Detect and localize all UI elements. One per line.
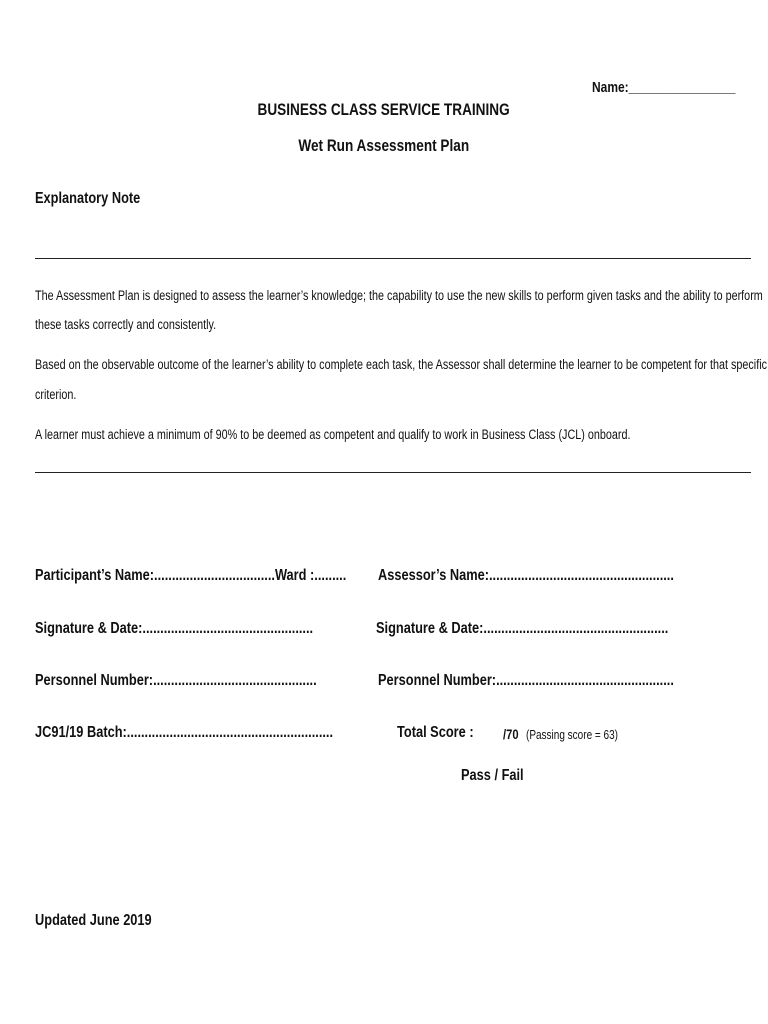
bottom-divider bbox=[35, 472, 751, 473]
name-field bbox=[592, 79, 768, 96]
pass-fail-label: Pass / Fail bbox=[461, 767, 524, 784]
batch-field: JC91/19 Batch:.......................................................... bbox=[35, 724, 334, 741]
explanatory-note-heading: Explanatory Note bbox=[35, 190, 141, 207]
top-divider bbox=[35, 258, 751, 259]
participant-personnel-number-field: Personnel Number:.............................................. bbox=[35, 672, 317, 689]
explanatory-line-5: A learner must achieve a minimum of 90% to be deemed as competent and qualify to work in Business Class (JCL) onboard. bbox=[35, 427, 631, 442]
explanatory-line-1: The Assessment Plan is designed to assess the learner’s knowledge; the capability to use the new skills to perform given tasks and the ability to perform bbox=[35, 288, 763, 303]
assessor-signature-field: Signature & Date:.................................................... bbox=[376, 620, 669, 637]
explanatory-line-4: criterion. bbox=[35, 387, 77, 402]
participant-name-field: Participant’s Name:..................................Ward :......... bbox=[35, 567, 347, 584]
assessor-personnel-number-field: Personnel Number:.................................................. bbox=[378, 672, 674, 689]
total-score-value: /70 bbox=[503, 726, 519, 742]
explanatory-line-3: Based on the observable outcome of the learner’s ability to complete each task, the Assessor shall determine the learner to be competent for that specific bbox=[35, 357, 768, 372]
participant-signature-field: Signature & Date:................................................ bbox=[35, 620, 314, 637]
passing-score-note: (Passing score = 63) bbox=[526, 728, 618, 742]
assessor-name-field: Assessor’s Name:.................................................... bbox=[378, 567, 674, 584]
name-field-label: Name:________________ bbox=[592, 79, 736, 96]
explanatory-line-2: these tasks correctly and consistently. bbox=[35, 317, 217, 332]
updated-date: Updated June 2019 bbox=[35, 912, 152, 929]
document-title: BUSINESS CLASS SERVICE TRAINING bbox=[257, 100, 511, 119]
document-subtitle: Wet Run Assessment Plan bbox=[298, 136, 470, 155]
total-score-label: Total Score : bbox=[397, 724, 474, 741]
